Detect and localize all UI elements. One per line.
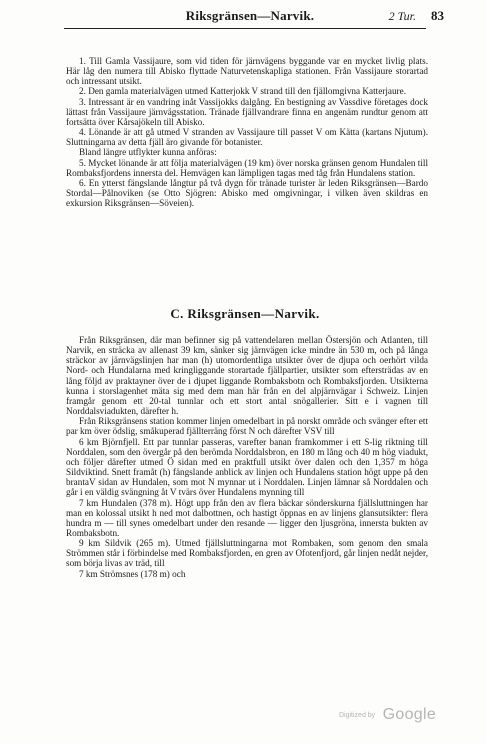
- watermark-prefix: Digitized by: [339, 711, 376, 719]
- excursion-list: [66, 56, 428, 208]
- body-paragraph: Från Riksgränsen, där man befinner sig på vattendelaren mellan Östersjön och Atlanten, till Narvik, en sträcka av allenast 39 km, sänker sig järnvägen icke mindre än 530 m, och på långa sträckor av järnvägslinjen har man (h) utomordentliga utsikter över de djupa och oerhört vilda Nord- och Hundalarna med kringliggande storartade fjällpartier, utsikter som eftersträdas av en lång följd av praktayner över de i djupet liggande Rombaksbotn och Rombaksfjorden. Utsikterna kunna i storslagenhet mäta sig med dem man här från en del alpjärnvägar i Schweiz. Linjen framgår genom ett 20-tal tunnlar och ett stort antal snögallerier. Sitt e i vagnen till Norddalsviadukten, därefter h.: [66, 335, 428, 417]
- body-paragraph: 7 km Hundalen (378 m). Högt upp från den av flera bäckar sönderskurna fjällsluttningen har man en kolossal utsikt h ned mot dalbottnen, och hastigt öppnas en av linjens glansutsikter: flera hundra m — till synes omedelbart under den resande — ligger den ljusgröna, innersta bukten av Rombaksbotn.: [66, 497, 428, 538]
- tour-marker: 2 Tur.: [388, 9, 416, 23]
- running-title: Riksgränsen—Narvik.: [185, 8, 315, 23]
- excursion-item: 3. Intressant är en vandring inåt Vassijokks dalgång. En bestigning av Vassdive företages dock lättast från Vassijaure järnvägsstation. Tränade fjällvandrare finna en angenäm rundtur genom att fortsätta över Kårsajökeln till Abisko.: [66, 96, 428, 127]
- excursion-item: 1. Till Gamla Vassijaure, som vid tiden för järnvägens byggande var en mycket livlig plats. Här låg den numera till Abisko flyttade Naturvetenskapliga stationen. Från Vassijaure storartad och intressant utsikt.: [66, 56, 428, 87]
- body-paragraph: 9 km Sildvik (265 m). Utmed fjällsluttningarna mot Rombaken, som genom den smala Strömmen står i förbindelse med Rombaksfjorden, en gren av Ofotenfjord, går linjen nedåt nejder, som börja livas av träd, till: [66, 538, 428, 569]
- excursion-item: 2. Den gamla materialvägen utmed Katterjokk V strand till den fjällomgivna Katterjaure.: [79, 86, 406, 97]
- body-paragraph: Från Riksgränsens station kommer linjen omedelbart in på norskt område och svänger efter ett par km över ödslig, småkuperad fjällterräng först N och därefter VSV till: [66, 416, 428, 437]
- body-paragraph: 6 km Björnfjell. Ett par tunnlar passeras, varefter banan framkommer i ett S-lig riktning till Norddalen, som den övergår på den berömda Norddalsbron, en 180 m lång och 40 m hög viadukt, och följer därefter utmed Ö sidan med en praktfull utsikt över dalen och den 1,357 m höga Sildviktind. Snett framåt (h) fängslande anblick av linjen och Hundalens station högt uppe på den brantaV sidan av Hundalen, som mot N mynnar ut i Norddalen. Linjen lämnar så Norddalen och går i en väldig svängning åt V tvärs över Hundalens mynning till: [66, 436, 428, 498]
- digitized-watermark: [339, 706, 436, 724]
- excursion-subheading: Bland längre utflykter kunna anföras:: [79, 147, 217, 158]
- excursion-item: 4. Lönande är att gå utmed V stranden av Vassijaure till passet V om Kätta (kartans Njutum). Sluttningarna av detta fjäll äro givande för botanister.: [66, 127, 428, 148]
- header-rule: [64, 28, 426, 29]
- excursion-item: 5. Mycket lönande är att följa materialvägen (19 km) över norska gränsen genom Hundalen till Rombaksfjordens innersta del. Hemvägen kan lämpligen tagas med tåg från Hundalens station.: [66, 157, 428, 178]
- excursion-item: 6. En ytterst fängslande långtur på två dygn för tränade turister är leden Riksgränsen—Bardo Stordal—Pålnoviken (se Otto Sjögren: Abisko med omgivningar, i vilken även skildras en exkursion Riksgränsen—Söveien).: [66, 177, 428, 209]
- body-paragraph: 7 km Strömsnes (178 m) och: [79, 568, 186, 579]
- section-body: [66, 335, 428, 579]
- page-number: 83: [431, 8, 444, 23]
- section-title: C. Riksgränsen—Narvik.: [170, 306, 320, 321]
- google-logo: Google: [382, 706, 437, 723]
- running-header: [64, 7, 444, 27]
